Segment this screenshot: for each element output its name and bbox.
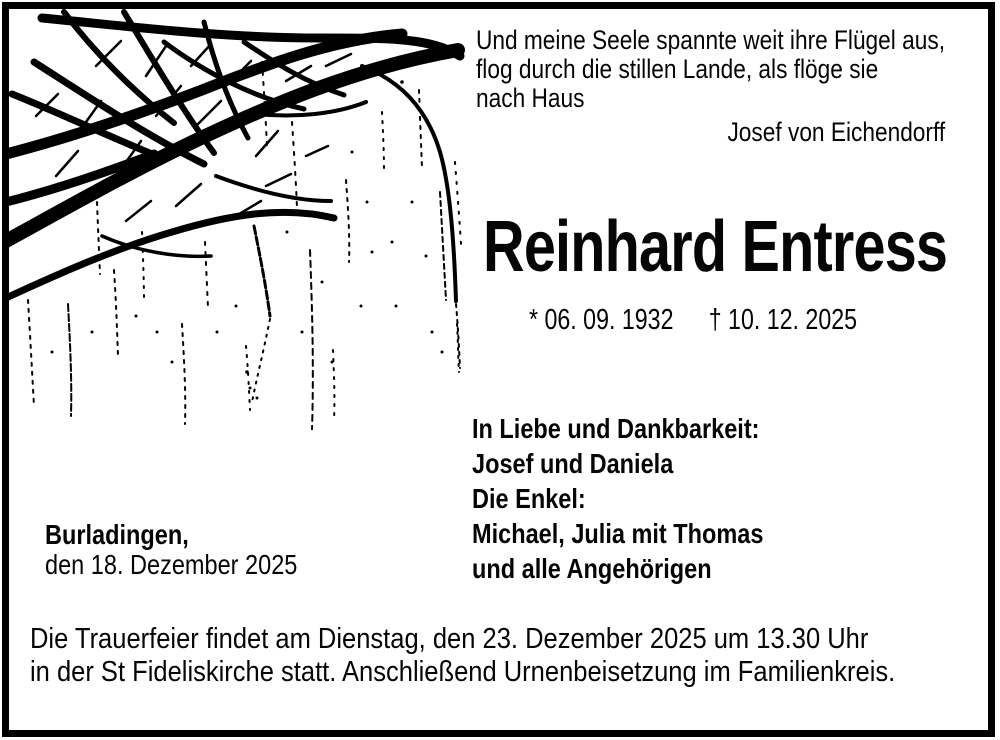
poem-quote [476, 26, 945, 147]
deceased-name-wrap [415, 209, 1000, 285]
notice-date: den 18. Dezember 2025 [45, 549, 298, 580]
family-line: Michael, Julia mit Thomas [472, 518, 764, 549]
death-date: † 10. 12. 2025 [708, 304, 858, 336]
family-line: In Liebe und Dankbarkeit: [472, 413, 760, 444]
funeral-info [30, 623, 1000, 689]
birth-date: * 06. 09. 1932 [528, 304, 674, 336]
place-name: Burladingen, [45, 519, 189, 550]
family-line: Die Enkel: [472, 483, 586, 514]
poem-line: flog durch die stillen Lande, als flöge sie [476, 54, 879, 84]
funeral-line: in der St Fideliskirche statt. Anschließend Urnenbeisetzung im Familienkreis. [30, 656, 896, 688]
poem-line: nach Haus [476, 83, 585, 113]
poem-attribution: Josef von Eichendorff [727, 117, 945, 147]
family-line: und alle Angehörigen [472, 553, 712, 584]
funeral-line: Die Trauerfeier findet am Dienstag, den 23. Dezember 2025 um 13.30 Uhr [30, 623, 869, 655]
poem-line: Und meine Seele spannte weit ihre Flügel aus, [476, 25, 945, 55]
deceased-name: Reinhard Entress [482, 207, 948, 287]
place-date-block [45, 520, 345, 580]
life-dates [443, 304, 943, 336]
family-line: Josef und Daniela [472, 448, 674, 479]
tree-branches-illustration [6, 6, 468, 430]
family-block [472, 411, 819, 586]
